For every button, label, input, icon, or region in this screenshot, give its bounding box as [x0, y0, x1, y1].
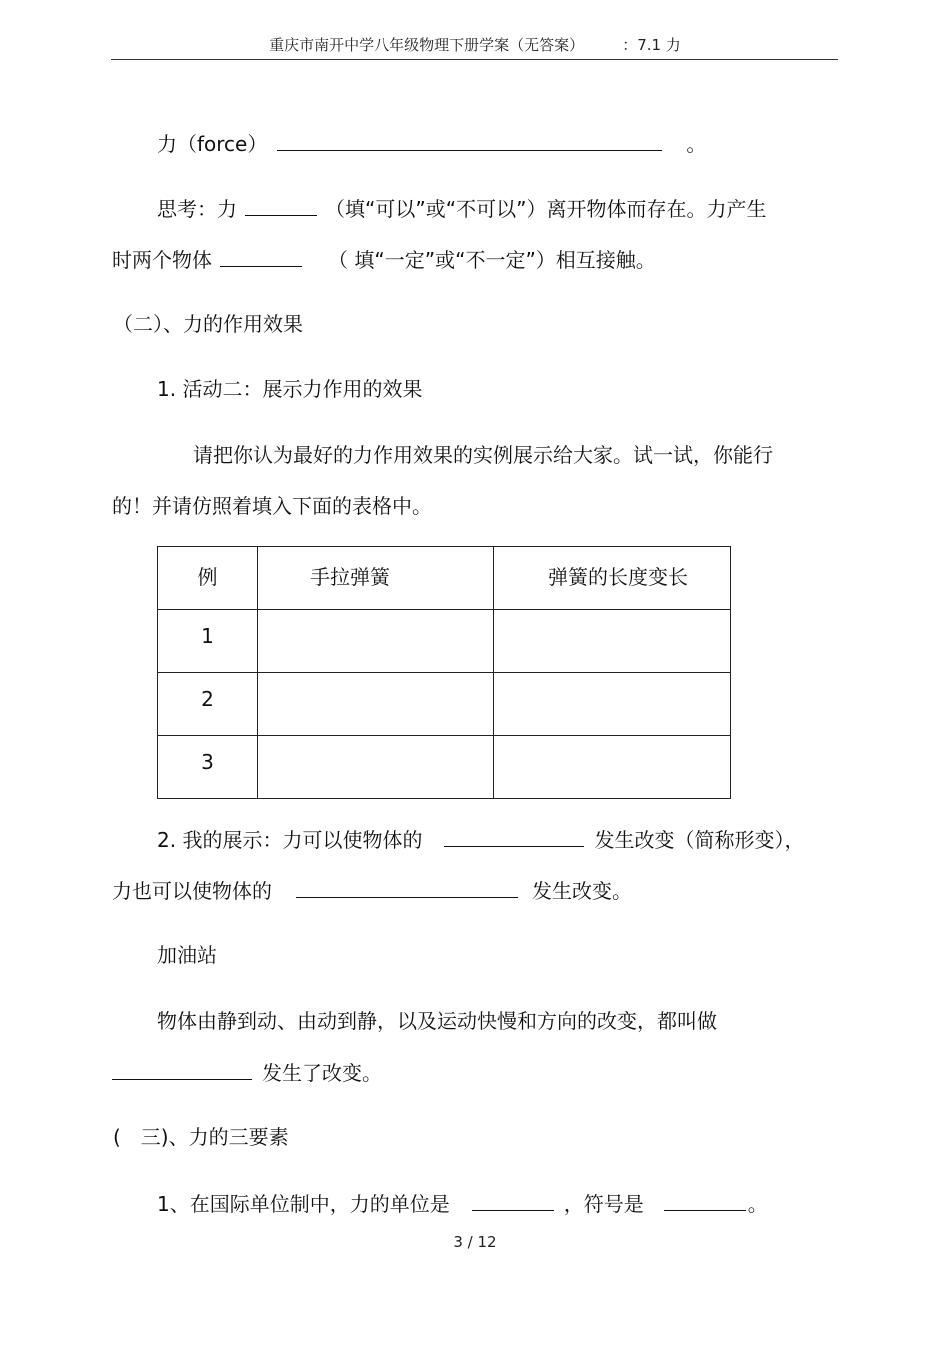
show-blank-2[interactable]	[296, 877, 518, 898]
gas-station-title: 加油站	[157, 943, 217, 967]
force-definition-end: 。	[686, 132, 707, 156]
header-cell-effect: 弹簧的长度变长	[494, 547, 731, 610]
think-blank-1[interactable]	[245, 195, 317, 216]
row-number-cell: 3	[158, 736, 258, 799]
activity-2-heading: 1. 活动二：展示力作用的效果	[157, 377, 423, 401]
think-label: 思考：力	[157, 197, 237, 221]
gas-station-line-1: 物体由静到动、由动到静，以及运动快慢和方向的改变，都叫做	[157, 1009, 717, 1033]
show-line-1	[157, 826, 804, 853]
row-number-cell: 1	[158, 610, 258, 673]
row-number-cell: 2	[158, 673, 258, 736]
instruction-line-2: 的！并请仿照着填入下面的表格中。	[112, 494, 432, 518]
show-blank-1[interactable]	[444, 826, 584, 847]
table-row	[158, 673, 731, 736]
header-title: 重庆市南开中学八年级物理下册学案（无答案）	[269, 36, 585, 54]
table-row	[158, 610, 731, 673]
action-cell[interactable]	[258, 610, 494, 673]
header-cell-action: 手拉弹簧	[258, 547, 494, 610]
gas-station-text: 发生了改变。	[262, 1061, 382, 1085]
unit-text-2: ，符号是	[563, 1192, 644, 1216]
force-definition-label: 力（force）	[157, 132, 268, 156]
header-cell-example: 例	[158, 547, 258, 610]
page-header	[0, 34, 950, 55]
instruction-line-1: 请把你认为最好的力作用效果的实例展示给大家。试一试，你能行	[193, 443, 773, 467]
unit-line	[157, 1190, 768, 1217]
force-effect-table	[157, 546, 731, 799]
table-row	[158, 736, 731, 799]
show-text-2: 发生改变（简称形变），	[594, 828, 805, 852]
unit-blank[interactable]	[472, 1190, 554, 1211]
force-definition-line	[157, 130, 706, 157]
section-2-title: （二）、力的作用效果	[113, 312, 303, 336]
think-blank-2[interactable]	[220, 246, 302, 267]
force-definition-blank[interactable]	[277, 130, 662, 151]
header-section: ：7.1 力	[622, 36, 681, 54]
symbol-blank[interactable]	[664, 1190, 746, 1211]
show-line-2	[112, 877, 632, 904]
unit-text-3: 。	[747, 1192, 768, 1216]
gas-station-blank[interactable]	[112, 1059, 252, 1080]
section-3-title: ( 三)、力的三要素	[113, 1125, 289, 1149]
header-rule	[111, 59, 838, 60]
think-text-1: （填“可以”或“不可以”）离开物体而存在。力产生	[325, 197, 767, 221]
think-text-3: （ 填“一定”或“不一定”）相互接触。	[328, 248, 656, 272]
page-number: 3 / 12	[453, 1233, 497, 1251]
action-cell[interactable]	[258, 673, 494, 736]
think-line-2	[112, 246, 656, 273]
effect-cell[interactable]	[494, 673, 731, 736]
effect-cell[interactable]	[494, 610, 731, 673]
unit-text-1: 1、在国际单位制中，力的单位是	[157, 1192, 450, 1216]
table-header-row	[158, 547, 731, 610]
think-line-1	[157, 195, 766, 222]
gas-station-line-2	[112, 1059, 382, 1086]
show-text-4: 发生改变。	[532, 879, 632, 903]
effect-cell[interactable]	[494, 736, 731, 799]
think-text-2: 时两个物体	[112, 248, 212, 272]
show-text-1: 2. 我的展示：力可以使物体的	[157, 828, 423, 852]
show-text-3: 力也可以使物体的	[112, 879, 272, 903]
action-cell[interactable]	[258, 736, 494, 799]
